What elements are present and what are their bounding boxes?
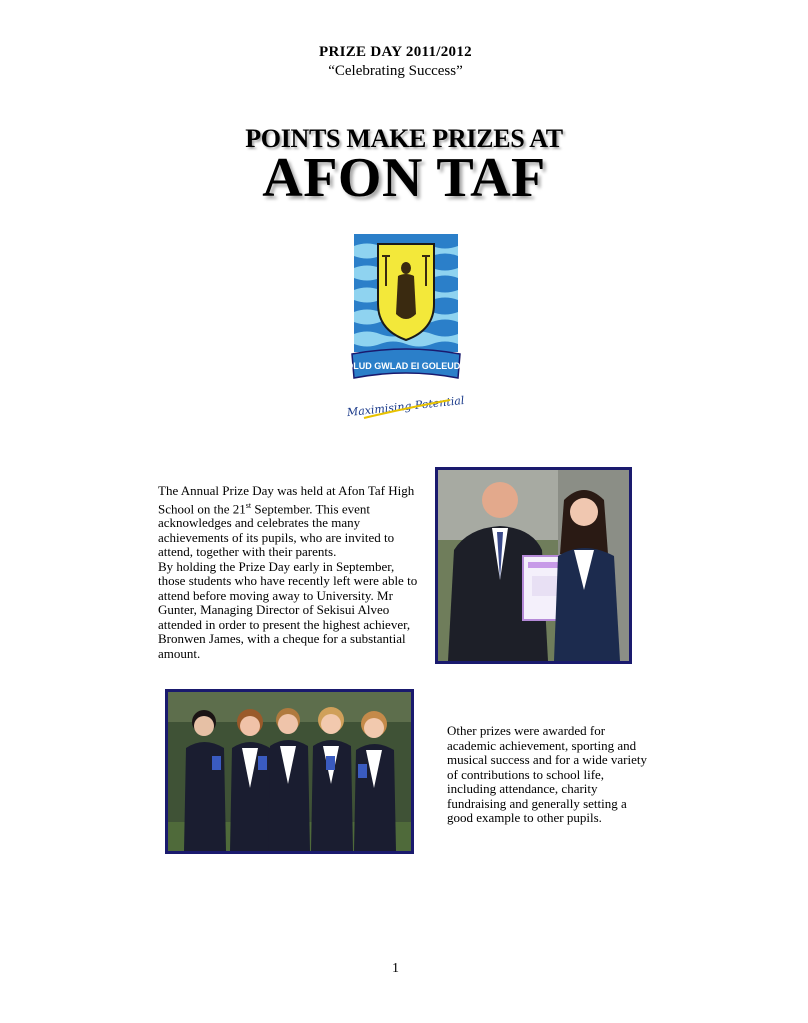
article-paragraph-1 <box>158 484 418 661</box>
photo-prize-presentation-image <box>438 470 629 661</box>
headline-line-1: POINTS MAKE PRIZES AT <box>245 124 563 153</box>
header-title: PRIZE DAY 2011/2012 <box>319 44 472 60</box>
para1-text-b: September. This event acknowledges and celebrates the many achievements of its pupils, who are invited to attend, together with their parents. <box>158 500 395 560</box>
headline-line-2: AFON TAF <box>262 147 546 209</box>
photo-prize-presentation <box>435 467 632 664</box>
crest-motto: GOLUD GWLAD EI GOLEUDER <box>339 361 473 371</box>
para1-text-c: By holding the Prize Day early in September, those students who have recently left were able to attend before moving away to University. Mr Gunter, Managing Director of Sekisui Alveo attended in order to present the highest achiever, Bronwen James, with a cheque for a substantial amount. <box>158 558 418 661</box>
para1-ordinal: st <box>245 500 252 510</box>
school-crest-logo <box>339 232 473 424</box>
photo-prize-winners-group <box>165 689 414 854</box>
para1-text-a: The Annual Prize Day was held at Afon Taf High School on the 21 <box>158 483 415 516</box>
article-paragraph-2: Other prizes were awarded for academic achievement, sporting and musical success and for a wide variety of contributions to school life, including attendance, charity fundraising and generally setting a good example to other pupils. <box>447 723 647 825</box>
header-subtitle: “Celebrating Success” <box>328 63 463 79</box>
photo-prize-winners-group-image <box>168 692 411 851</box>
crest-tagline: Maximising Potential <box>346 393 465 420</box>
page-number: 1 <box>392 961 399 976</box>
